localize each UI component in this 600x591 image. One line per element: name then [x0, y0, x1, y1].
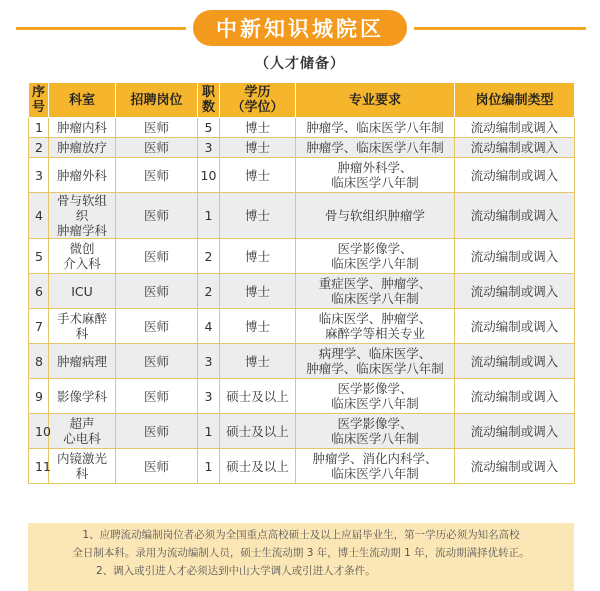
row-degree: 博士 — [220, 309, 296, 344]
row-major: 临床医学、肿瘤学、 麻醉学等相关专业 — [296, 309, 455, 344]
row-degree: 博士 — [220, 138, 296, 158]
row-position: 医师 — [116, 158, 198, 193]
row-quota: 3 — [198, 379, 220, 414]
row-position: 医师 — [116, 414, 198, 449]
header-position: 招聘岗位 — [116, 83, 198, 118]
row-major: 医学影像学、 临床医学八年制 — [296, 379, 455, 414]
row-degree: 硕士及以上 — [220, 449, 296, 484]
row-degree: 博士 — [220, 274, 296, 309]
note-line-2: 全日制本科。录用为流动编制人员，硕士生流动期 3 年，博士生流动期 1 年，流动期满择优转正。 — [72, 547, 530, 559]
row-quota: 1 — [198, 449, 220, 484]
row-department: ICU — [49, 274, 116, 309]
row-position: 医师 — [116, 193, 198, 239]
header-degree: 学历 （学位） — [220, 83, 296, 118]
row-department: 肿瘤病理 — [49, 344, 116, 379]
row-index: 4 — [29, 193, 49, 239]
row-index: 9 — [29, 379, 49, 414]
table-row — [29, 138, 575, 158]
row-major: 病理学、临床医学、 肿瘤学、临床医学八年制 — [296, 344, 455, 379]
table-row — [29, 118, 575, 138]
row-position: 医师 — [116, 309, 198, 344]
row-index: 6 — [29, 274, 49, 309]
notes-box — [28, 523, 574, 591]
row-staffing-type: 流动编制或调入 — [455, 118, 575, 138]
table-row — [29, 344, 575, 379]
header-quota: 职数 — [198, 83, 220, 118]
row-quota: 3 — [198, 344, 220, 379]
row-position: 医师 — [116, 344, 198, 379]
row-staffing-type: 流动编制或调入 — [455, 379, 575, 414]
row-degree: 博士 — [220, 118, 296, 138]
table-row — [29, 309, 575, 344]
header-major: 专业要求 — [296, 83, 455, 118]
row-major: 肿瘤学、临床医学八年制 — [296, 138, 455, 158]
row-quota: 3 — [198, 138, 220, 158]
row-index: 5 — [29, 239, 49, 274]
row-department: 内镜激光科 — [49, 449, 116, 484]
row-major: 医学影像学、 临床医学八年制 — [296, 414, 455, 449]
header-index: 序号 — [29, 83, 49, 118]
title-divider-right — [414, 27, 586, 30]
row-index: 3 — [29, 158, 49, 193]
row-position: 医师 — [116, 239, 198, 274]
row-position: 医师 — [116, 274, 198, 309]
row-quota: 4 — [198, 309, 220, 344]
row-position: 医师 — [116, 449, 198, 484]
row-index: 11 — [29, 449, 49, 484]
page-subtitle: （人才储备） — [255, 56, 345, 72]
row-quota: 2 — [198, 274, 220, 309]
row-position: 医师 — [116, 118, 198, 138]
table-row — [29, 158, 575, 193]
row-index: 1 — [29, 118, 49, 138]
row-major: 肿瘤外科学、 临床医学八年制 — [296, 158, 455, 193]
row-staffing-type: 流动编制或调入 — [455, 274, 575, 309]
row-degree: 博士 — [220, 193, 296, 239]
row-quota: 1 — [198, 193, 220, 239]
row-staffing-type: 流动编制或调入 — [455, 138, 575, 158]
row-quota: 10 — [198, 158, 220, 193]
row-department: 微创 介入科 — [49, 239, 116, 274]
row-major: 骨与软组织肿瘤学 — [296, 193, 455, 239]
row-position: 医师 — [116, 138, 198, 158]
row-degree: 博士 — [220, 158, 296, 193]
row-staffing-type: 流动编制或调入 — [455, 414, 575, 449]
page-title: 中新知识城院区 — [193, 10, 407, 46]
table-row — [29, 449, 575, 484]
row-index: 10 — [29, 414, 49, 449]
row-staffing-type: 流动编制或调入 — [455, 193, 575, 239]
header-department: 科室 — [49, 83, 116, 118]
row-staffing-type: 流动编制或调入 — [455, 449, 575, 484]
row-index: 2 — [29, 138, 49, 158]
row-quota: 2 — [198, 239, 220, 274]
table-header-row — [29, 83, 575, 118]
note-line-1: 1、应聘流动编制岗位者必须为全国重点高校硕士及以上应届毕业生，第一学历必须为知名高校 — [82, 529, 520, 541]
row-department: 肿瘤内科 — [49, 118, 116, 138]
row-department: 肿瘤放疗 — [49, 138, 116, 158]
row-staffing-type: 流动编制或调入 — [455, 344, 575, 379]
row-degree: 博士 — [220, 344, 296, 379]
row-quota: 1 — [198, 414, 220, 449]
row-department: 影像学科 — [49, 379, 116, 414]
row-degree: 博士 — [220, 239, 296, 274]
row-staffing-type: 流动编制或调入 — [455, 309, 575, 344]
row-position: 医师 — [116, 379, 198, 414]
table-row — [29, 193, 575, 239]
row-staffing-type: 流动编制或调入 — [455, 239, 575, 274]
row-degree: 硕士及以上 — [220, 414, 296, 449]
table-row — [29, 274, 575, 309]
row-major: 医学影像学、 临床医学八年制 — [296, 239, 455, 274]
row-degree: 硕士及以上 — [220, 379, 296, 414]
table-row — [29, 414, 575, 449]
title-divider-left — [16, 27, 186, 30]
row-department: 骨与软组织 肿瘤学科 — [49, 193, 116, 239]
table-row — [29, 379, 575, 414]
title-banner — [0, 8, 600, 48]
header-staffing-type: 岗位编制类型 — [455, 83, 575, 118]
note-line-3: 2、调入或引进人才必须达到中山大学调人或引进人才条件。 — [96, 565, 376, 577]
row-staffing-type: 流动编制或调入 — [455, 158, 575, 193]
row-quota: 5 — [198, 118, 220, 138]
row-index: 8 — [29, 344, 49, 379]
row-major: 肿瘤学、消化内科学、 临床医学八年制 — [296, 449, 455, 484]
row-major: 重症医学、肿瘤学、 临床医学八年制 — [296, 274, 455, 309]
row-index: 7 — [29, 309, 49, 344]
table-row — [29, 239, 575, 274]
row-department: 肿瘤外科 — [49, 158, 116, 193]
row-department: 超声 心电科 — [49, 414, 116, 449]
row-department: 手术麻醉科 — [49, 309, 116, 344]
row-major: 肿瘤学、临床医学八年制 — [296, 118, 455, 138]
recruitment-table — [28, 82, 575, 484]
